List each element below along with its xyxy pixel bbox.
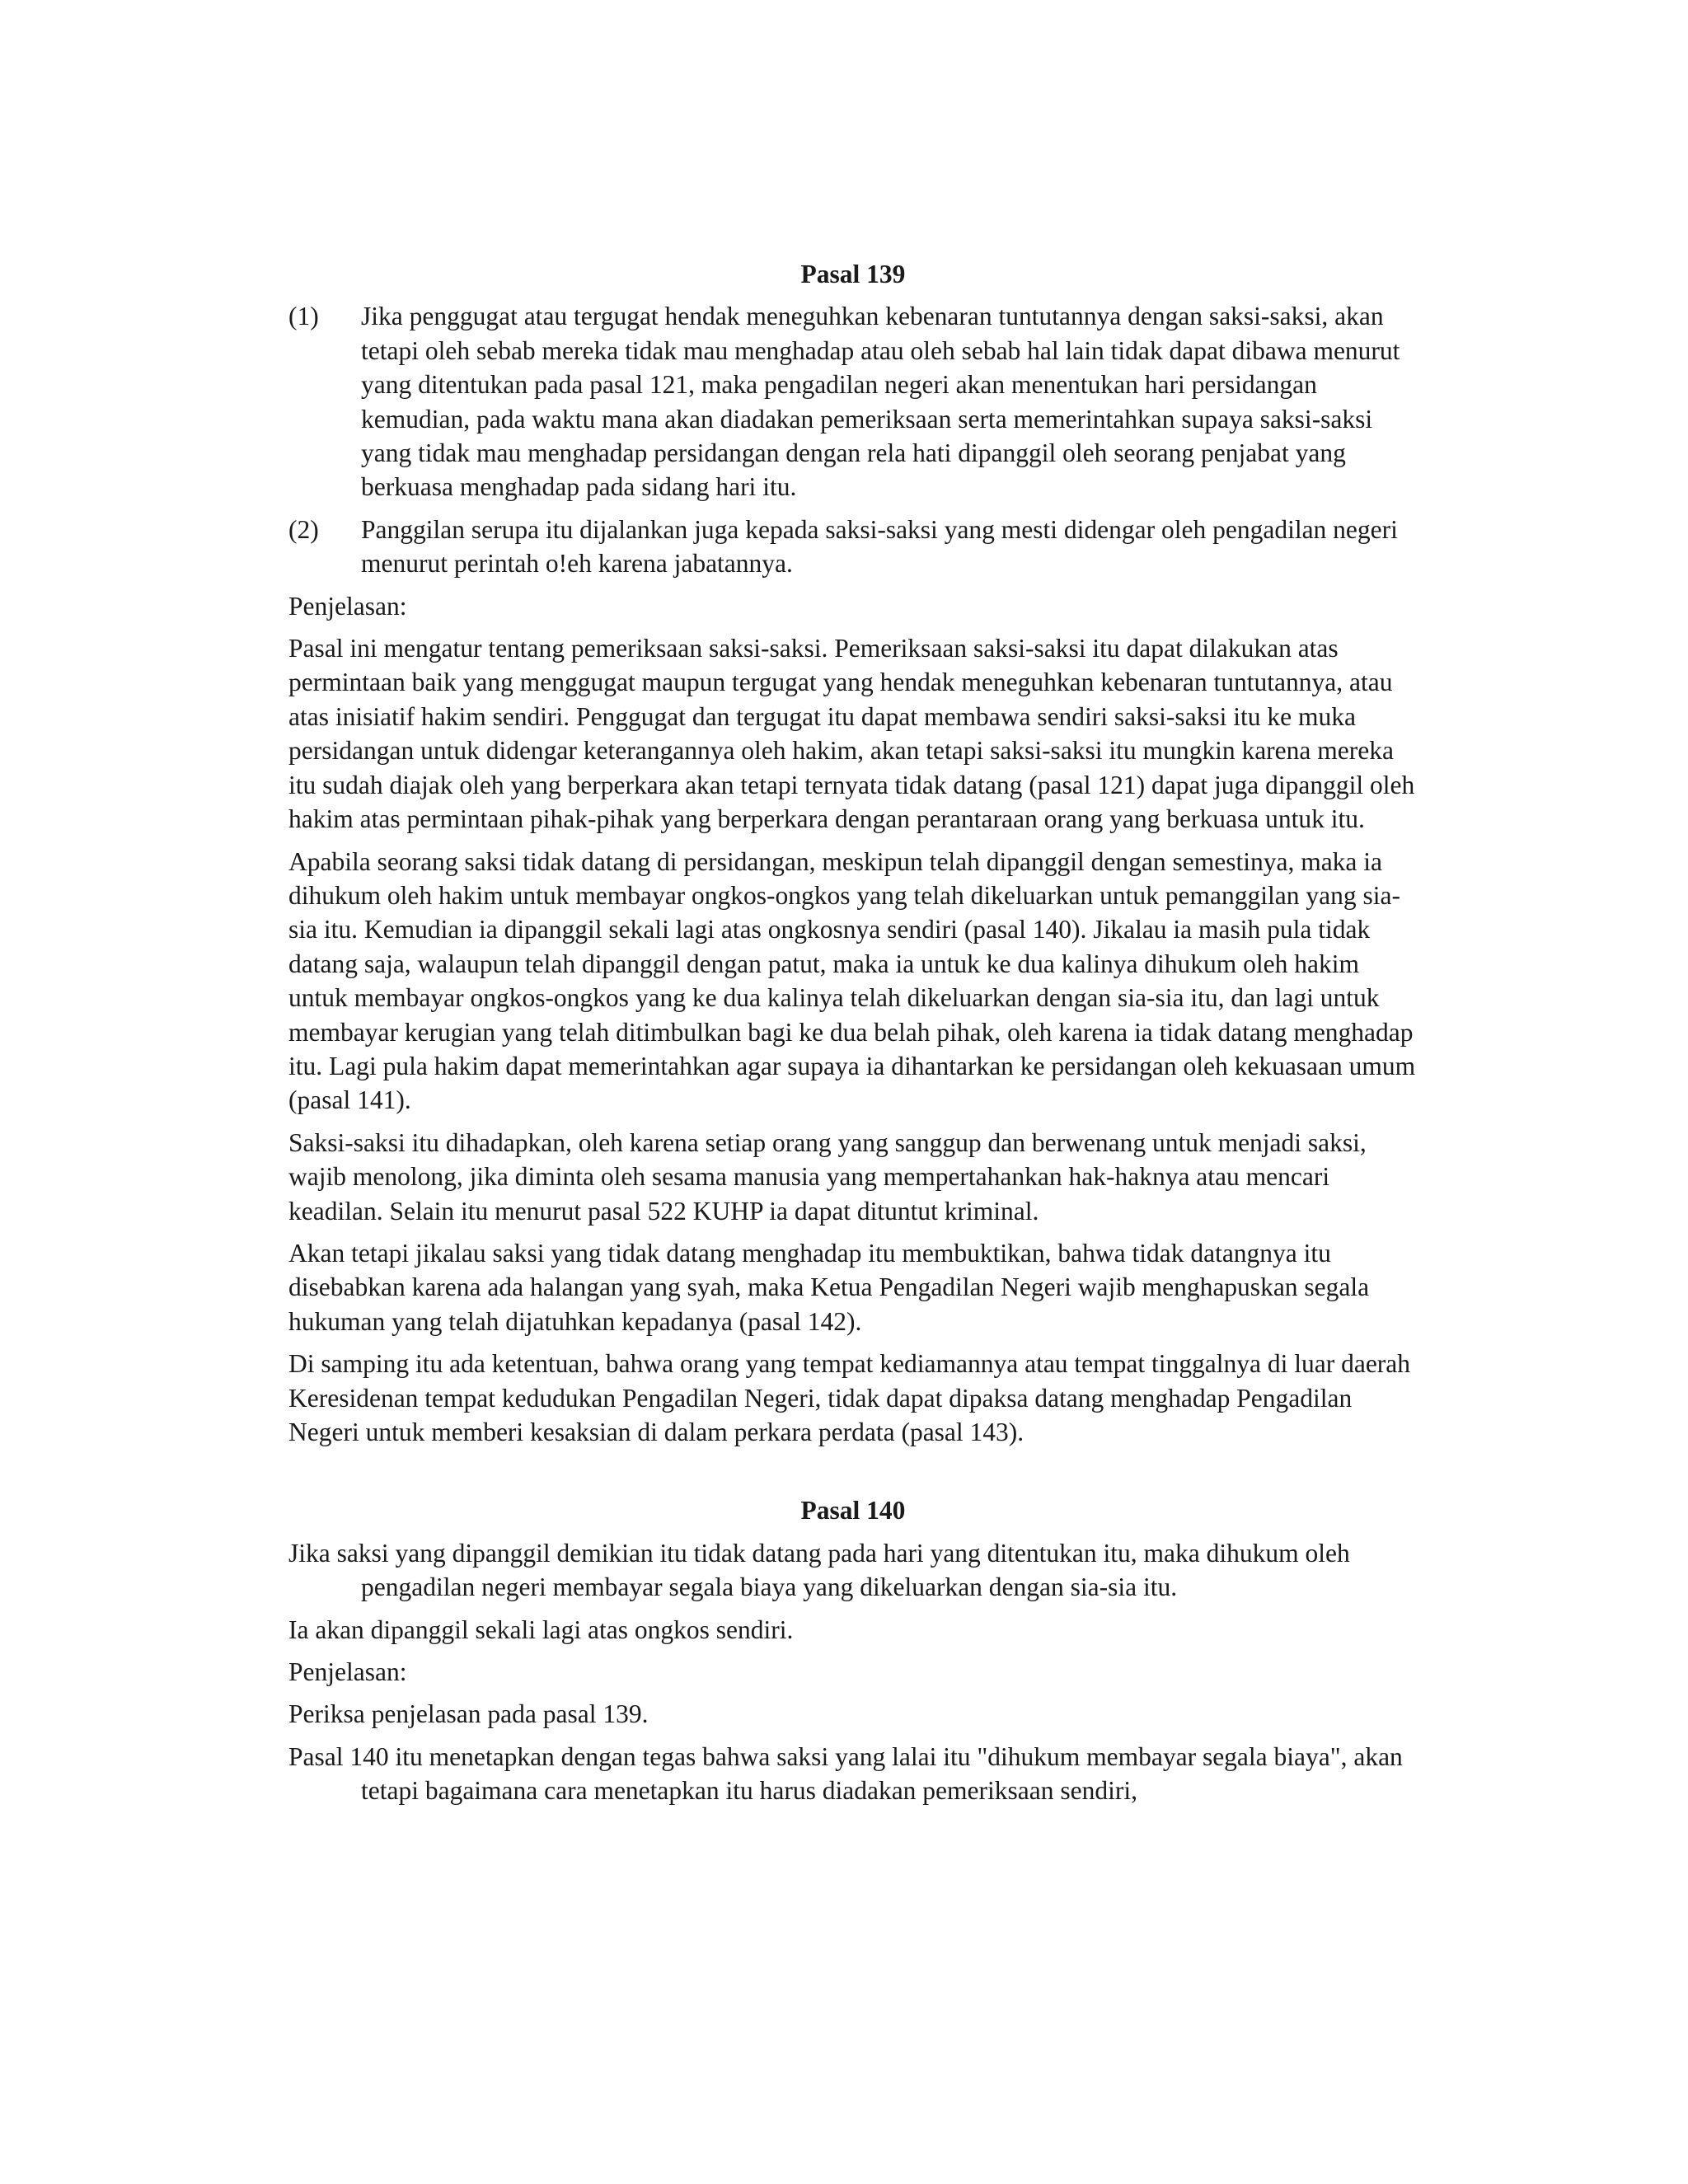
pasal-140-refer-paragraph: Periksa penjelasan pada pasal 139.: [288, 1699, 649, 1729]
pasal-139-paragraph: Apabila seorang saksi tidak datang di persidangan, meskipun telah dipanggil dengan semestinya, maka ia dihukum oleh hakim untuk membayar ongkos-ongkos yang telah dikeluarkan untuk pemanggilan yang sia-sia itu. Kemudian ia dipanggil sekali lagi atas ongkosnya sendiri (pasal 140). Jikalau ia masih pula tidak datang saja, walaupun telah dipanggil dengan patut, maka ia untuk ke dua kalinya dihukum oleh hakim untuk membayar ongkos-ongkos yang ke dua kalinya telah dikeluarkan dengan sia-sia itu, dan lagi untuk membayar kerugian yang telah ditimbulkan bagi ke dua belah pihak, oleh karena ia tidak datang menghadap itu. Lagi pula hakim dapat memerintahkan agar supaya ia dihantarkan ke persidangan oleh kekuasaan umum (pasal 141).: [288, 846, 1416, 1115]
pasal-139-paragraph: Saksi-saksi itu dihadapkan, oleh karena setiap orang yang sanggup dan berwenang untuk menjadi saksi, wajib menolong, jika diminta oleh sesama manusia yang mempertahankan hak-haknya atau mencari keadilan. Selain itu menurut pasal 522 KUHP ia dapat dituntut kriminal.: [288, 1127, 1367, 1226]
pasal-140-last-paragraph: Pasal 140 itu menetapkan dengan tegas bahwa saksi yang lalai itu "dihukum membayar segala biaya", akan tetapi bagaimana cara menetapkan itu harus diadakan pemeriksaan sendiri,: [288, 1741, 1403, 1806]
item-text: Jika penggugat atau tergugat hendak meneguhkan kebenaran tuntutannya dengan saksi-saksi, akan tetapi oleh sebab mereka tidak mau menghadap atau oleh sebab hal lain tidak dapat dibawa menurut yang ditentukan pada pasal 121, maka pengadilan negeri akan menentukan hari persidangan kemudian, pada waktu mana akan diadakan pemeriksaan serta memerintahkan supaya saksi-saksi yang tidak mau menghadap persidangan dengan rela hati dipanggil oleh seorang penjabat yang berkuasa menghadap pada sidang hari itu.: [361, 302, 1400, 502]
pasal-139-item-1: [288, 299, 1418, 504]
pasal-140-second-paragraph: Ia akan dipanggil sekali lagi atas ongkos sendiri.: [288, 1615, 794, 1644]
pasal-140-explanation-label: Penjelasan:: [288, 1657, 407, 1687]
pasal-139-heading: Pasal 139: [800, 260, 906, 288]
item-number: (1): [288, 302, 319, 331]
pasal-140-heading: Pasal 140: [800, 1496, 906, 1526]
pasal-139-paragraph: Akan tetapi jikalau saksi yang tidak datang menghadap itu membuktikan, bahwa tidak datangnya itu disebabkan karena ada halangan yang syah, maka Ketua Pengadilan Negeri wajib menghapuskan segala hukuman yang telah dijatuhkan kepadanya (pasal 142).: [288, 1238, 1370, 1336]
pasal-140-lead-paragraph: Jika saksi yang dipanggil demikian itu tidak datang pada hari yang ditentukan itu, maka dihukum oleh pengadilan negeri membayar segala biaya yang dikeluarkan dengan sia-sia itu.: [288, 1538, 1350, 1602]
pasal-139-item-2: [288, 513, 1418, 581]
pasal-139-paragraph: Di samping itu ada ketentuan, bahwa orang yang tempat kediamannya atau tempat tinggalnya di luar daerah Keresidenan tempat kedudukan Pengadilan Negeri, tidak dapat dipaksa datang menghadap Pengadilan Negeri untuk memberi kesaksian di dalam perkara perdata (pasal 143).: [288, 1349, 1411, 1446]
item-number: (2): [288, 514, 319, 544]
pasal-139-explanation-label: Penjelasan:: [288, 591, 407, 621]
item-text: Panggilan serupa itu dijalankan juga kepada saksi-saksi yang mesti didengar oleh pengadilan negeri menurut perintah o!eh karena jabatannya.: [361, 514, 1398, 579]
pasal-139-paragraph: Pasal ini mengatur tentang pemeriksaan saksi-saksi. Pemeriksaan saksi-saksi itu dapat dilakukan atas permintaan baik yang menggugat maupun tergugat yang hendak meneguhkan kebenaran tuntutannya, atau atas inisiatif hakim sendiri. Penggugat dan tergugat itu dapat membawa sendiri saksi-saksi itu ke muka persidangan untuk didengar keterangannya oleh hakim, akan tetapi saksi-saksi itu mungkin karena mereka itu sudah diajak oleh yang berperkara akan tetapi ternyata tidak datang (pasal 121) dapat juga dipanggil oleh hakim atas permintaan pihak-pihak yang berperkara dengan perantaraan orang yang berkuasa untuk itu.: [288, 634, 1415, 834]
document-page: [288, 257, 1418, 1816]
